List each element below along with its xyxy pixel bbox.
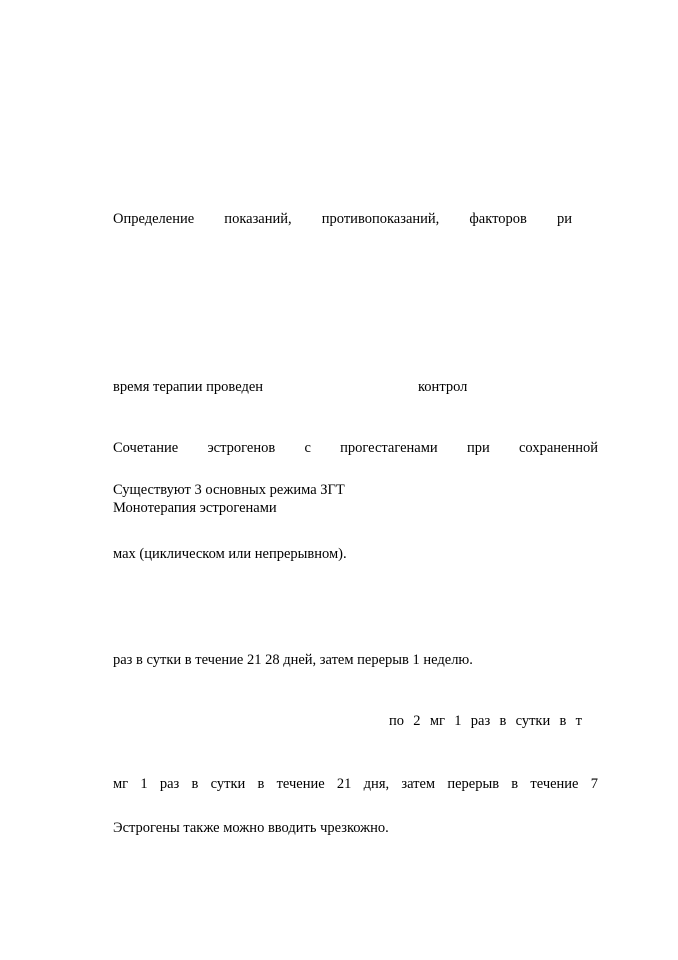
text-line-monotherapy: Монотерапия эстрогенами [113,500,277,516]
text-line-2mg: по 2 мг 1 раз в сутки в т [389,713,582,729]
text-line-therapy-time: время терапии проведен [113,379,264,395]
text-line-transdermal: Эстрогены также можно вводить чрезкожно. [113,820,389,836]
text-line-indications: Определение показаний, противопоказаний, факторов ри [113,211,572,227]
text-line-daily-21-28: раз в сутки в течение 21 28 дней, затем перерыв 1 неделю. [113,652,473,668]
text-line-mg-21-days: мг 1 раз в сутки в течение 21 дня, затем перерыв в течение 7 [113,776,598,792]
text-line-cyclic: мах (циклическом или непрерывном). [113,546,347,562]
text-line-regimens: Существуют 3 основных режима ЗГТ [113,482,345,498]
text-line-combination: Сочетание эстрогенов с прогестагенами при сохраненной [113,440,598,456]
text-line-control: контрол [418,379,468,395]
